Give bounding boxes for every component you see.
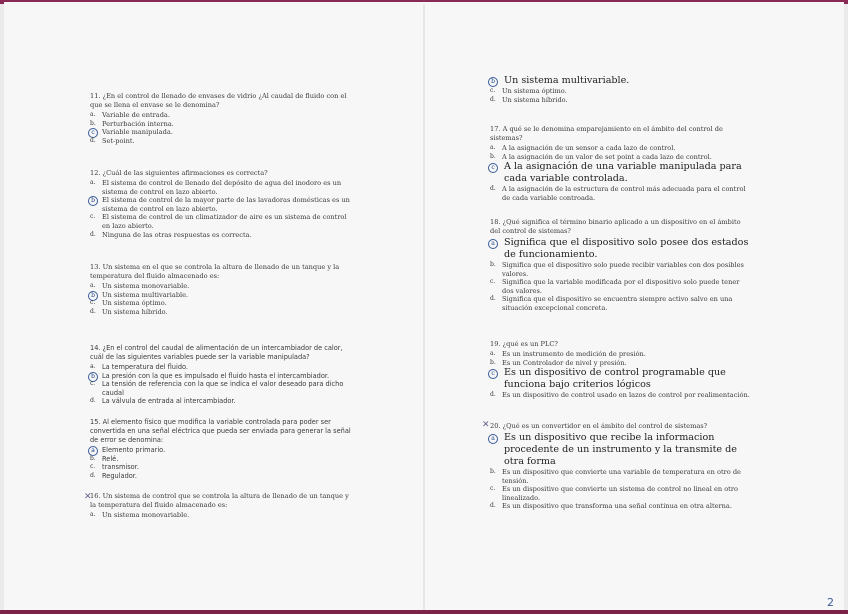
option-letter: b. (490, 261, 496, 268)
answer-option (90, 282, 355, 291)
answer-option (90, 372, 355, 381)
question-q18 (490, 218, 752, 313)
question-q12 (90, 169, 355, 239)
option-text: transmisor. (102, 463, 139, 472)
option-text: Significa que el dispositivo se encuentra siempre activo salvo en una situación excepcional concreta. (502, 295, 733, 312)
question-text: 11. ¿En el control de llenado de envases de vidrio ¿Al caudal de fluido con el que se llena el envase se le denomina? (90, 92, 347, 109)
answer-option (90, 511, 355, 520)
answer-option (90, 308, 355, 317)
option-letter: c. (90, 213, 96, 221)
question-text: 16. Un sistema de control que se controla la altura de llenado de un tanque y la temperatura del fluido almacenado es: (90, 492, 349, 509)
option-text: Un sistema híbrido. (102, 307, 168, 316)
option-text: A la asignación de un sensor a cada lazo de control. (502, 144, 676, 152)
option-letter: a. (490, 144, 496, 151)
option-text: Significa que la variable modificada por el dispositivo solo puede tener dos valores. (502, 278, 740, 295)
option-text: Relé. (102, 454, 119, 463)
option-text: Elemento primario. (102, 446, 166, 454)
option-text: Ninguna de las otras respuestas es correcta. (102, 230, 252, 239)
option-list (90, 179, 355, 239)
option-letter: d. (90, 136, 96, 144)
option-letter: b. (490, 468, 496, 475)
option-letter: d. (90, 307, 96, 315)
question-text: 18. ¿Qué significa el término binario aplicado a un dispositivo en el ámbito del control de sistemas? (490, 218, 741, 235)
option-text: Es un dispositivo que recibe la informacion procedente de un instrumento y la transmite de otra forma (504, 432, 737, 467)
option-list (90, 446, 355, 480)
option-text: Variable manipulada. (102, 128, 173, 137)
answer-option (490, 432, 752, 468)
option-letter: d. (90, 397, 96, 405)
option-list (90, 511, 355, 520)
answer-option (90, 196, 355, 213)
option-text: Regulador. (102, 471, 137, 480)
circled-answer-mark: b (488, 77, 498, 87)
option-text: Un sistema híbrido. (502, 95, 568, 104)
answer-option (90, 120, 355, 129)
answer-option (90, 397, 355, 406)
question-text: 20. ¿Qué es un convertidor en el ámbito del control de sistemas? (490, 422, 708, 430)
page-bottom-edge (0, 610, 848, 614)
option-text: A la asignación de una variable manipulada para cada variable controlada. (504, 161, 742, 185)
option-text: Set-point. (102, 136, 135, 145)
answer-option (490, 87, 752, 96)
answer-option (490, 278, 752, 295)
answer-option (90, 463, 355, 472)
question-text: 19. ¿qué es un PLC? (490, 340, 558, 348)
option-text: Un sistema óptimo. (502, 87, 567, 95)
option-letter: d. (90, 471, 96, 479)
option-list (490, 432, 752, 511)
option-letter: c. (90, 299, 96, 307)
option-list (490, 350, 752, 400)
answer-option (490, 261, 752, 278)
option-text: Perturbación interna. (102, 119, 174, 128)
option-text: Es un dispositivo que transforma una señal continua en otra alterna. (502, 502, 732, 511)
option-list (90, 282, 355, 316)
option-list (490, 75, 752, 104)
answer-option (90, 299, 355, 308)
circled-answer-mark: c (488, 163, 498, 173)
option-text: Es un instrumento de medición de presión. (502, 350, 646, 358)
answer-option (490, 391, 752, 400)
option-text: Variable de entrada. (102, 111, 170, 119)
question-q16 (90, 492, 355, 520)
answer-option (90, 380, 355, 397)
answer-option (490, 502, 752, 511)
answer-option (90, 128, 355, 137)
answer-option (490, 161, 752, 185)
option-letter: d. (490, 95, 496, 103)
question-q13 (90, 263, 355, 316)
option-text: Es un dispositivo que convierte un sistema de control no lineal en otro linealizado. (502, 485, 738, 502)
question-q19 (490, 340, 752, 400)
option-text: Es un Controlador de nivel y presión. (502, 358, 627, 367)
option-text: Es un dispositivo que convierte una variable de temperatura en otro de tensión. (502, 468, 741, 485)
question-q17 (490, 125, 752, 202)
option-letter: c. (90, 380, 96, 388)
answer-option (490, 367, 752, 391)
answer-option (490, 350, 752, 359)
question-q20 (490, 422, 752, 511)
answer-option (90, 231, 355, 240)
question-q15 (90, 418, 355, 480)
option-text: Un sistema multivariable. (504, 75, 630, 86)
circled-answer-mark: b (88, 196, 98, 206)
option-letter: d. (490, 295, 496, 303)
answer-option (490, 153, 752, 162)
option-text: A la asignación de la estructura de control más adecuada para el control de cada variable controada. (502, 185, 746, 202)
answer-option (90, 472, 355, 481)
question-text: 17. A qué se le denomina emparejamiento en el ámbito del control de sistemas? (490, 125, 723, 142)
option-text: A la asignación de un valor de set point a cada lazo de control. (502, 152, 712, 161)
question-text: 14. ¿En el control del caudal de alimentación de un intercambiador de calor, cuál de las siguientes variables puede ser la variable manipulada? (90, 344, 343, 361)
option-text: Un sistema monovariable. (102, 511, 190, 519)
option-letter: d. (90, 230, 96, 238)
answer-option (90, 137, 355, 146)
option-letter: d. (490, 502, 496, 510)
option-text: Un sistema multivariable. (102, 290, 189, 299)
answer-option (490, 185, 752, 202)
option-text: Un sistema monovariable. (102, 282, 190, 290)
answer-option (90, 213, 355, 230)
answer-option (490, 144, 752, 153)
option-letter: c. (90, 463, 96, 471)
option-letter: b. (490, 152, 496, 160)
circled-answer-mark: a (488, 239, 498, 249)
option-text: Significa que el dispositivo solo posee dos estados de funcionamiento. (504, 237, 749, 260)
question-q11 (90, 92, 355, 145)
circled-answer-mark: b (88, 372, 98, 382)
option-text: Es un dispositivo de control programable que funciona bajo criterios lógicos (504, 367, 726, 391)
question-q16cont (490, 74, 752, 104)
option-letter: c. (490, 87, 496, 94)
option-text: La presión con la que es impulsado el fluido hasta el intercambiador. (102, 371, 330, 380)
circled-answer-mark: a (488, 434, 498, 444)
option-text: Significa que el dispositivo solo puede recibir variables con dos posibles valores. (502, 261, 744, 278)
cross-mark-q16: ✕ (84, 492, 92, 502)
answer-option (90, 179, 355, 196)
circled-answer-mark: c (88, 128, 98, 138)
answer-option (490, 96, 752, 105)
option-letter: a. (90, 511, 96, 518)
answer-option (490, 295, 752, 312)
option-list (490, 144, 752, 202)
option-letter: c. (490, 485, 496, 493)
answer-option (90, 455, 355, 464)
question-text: 12. ¿Cuál de las siguientes afirmaciones es correcta? (90, 169, 268, 177)
option-text: El sistema de control de un climatizador de aire es un sistema de control en lazo abierto. (102, 213, 347, 230)
answer-option (490, 468, 752, 485)
option-text: El sistema de control de llenado del depósito de agua del inodoro es un sistema de control en lazo abierto. (102, 179, 342, 196)
option-text: El sistema de control de la mayor parte de las lavadoras domésticas es un sistema de control en lazo abierto. (102, 196, 350, 213)
circled-answer-mark: b (88, 291, 98, 301)
option-letter: c. (490, 278, 496, 286)
option-list (90, 111, 355, 145)
option-letter: a. (90, 111, 96, 118)
answer-option (90, 291, 355, 300)
option-letter: a. (90, 179, 96, 186)
option-letter: a. (490, 350, 496, 357)
question-text: 15. Al elemento físico que modifica la variable controlada para poder ser convertida en una señal eléctrica que pueda ser enviada para generar la señal de error se denomina: (90, 418, 351, 444)
page-fold (423, 4, 425, 610)
answer-option (90, 446, 355, 455)
question-text: 13. Un sistema en el que se controla la altura de llenado de un tanque y la temperatura del fluido almacenado es: (90, 263, 340, 280)
option-text: Un sistema óptimo. (102, 299, 167, 308)
option-text: La válvula de entrada al intercambiador. (102, 397, 236, 406)
option-list (490, 237, 752, 313)
question-q14 (90, 344, 355, 406)
page-number: 2 (827, 596, 834, 609)
answer-option (490, 237, 752, 261)
answer-option (90, 363, 355, 372)
circled-answer-mark: a (88, 446, 98, 456)
option-list (90, 363, 355, 406)
option-letter: a. (90, 363, 96, 370)
answer-option (490, 485, 752, 502)
cross-mark-q20: ✕ (482, 420, 490, 430)
answer-option (490, 359, 752, 368)
option-letter: d. (490, 185, 496, 193)
option-letter: b. (90, 454, 96, 462)
option-letter: b. (490, 358, 496, 366)
option-text: La tensión de referencia con la que se indica el valor deseado para dicho caudal (102, 380, 344, 397)
option-letter: b. (90, 119, 96, 127)
answer-option (490, 75, 752, 87)
option-letter: a. (90, 282, 96, 289)
circled-answer-mark: c (488, 369, 498, 379)
option-text: La temperatura del fluido. (102, 363, 189, 371)
answer-option (90, 111, 355, 120)
option-text: Es un dispositivo de control usado en lazos de control por realimentación. (502, 391, 750, 400)
option-letter: d. (490, 391, 496, 399)
